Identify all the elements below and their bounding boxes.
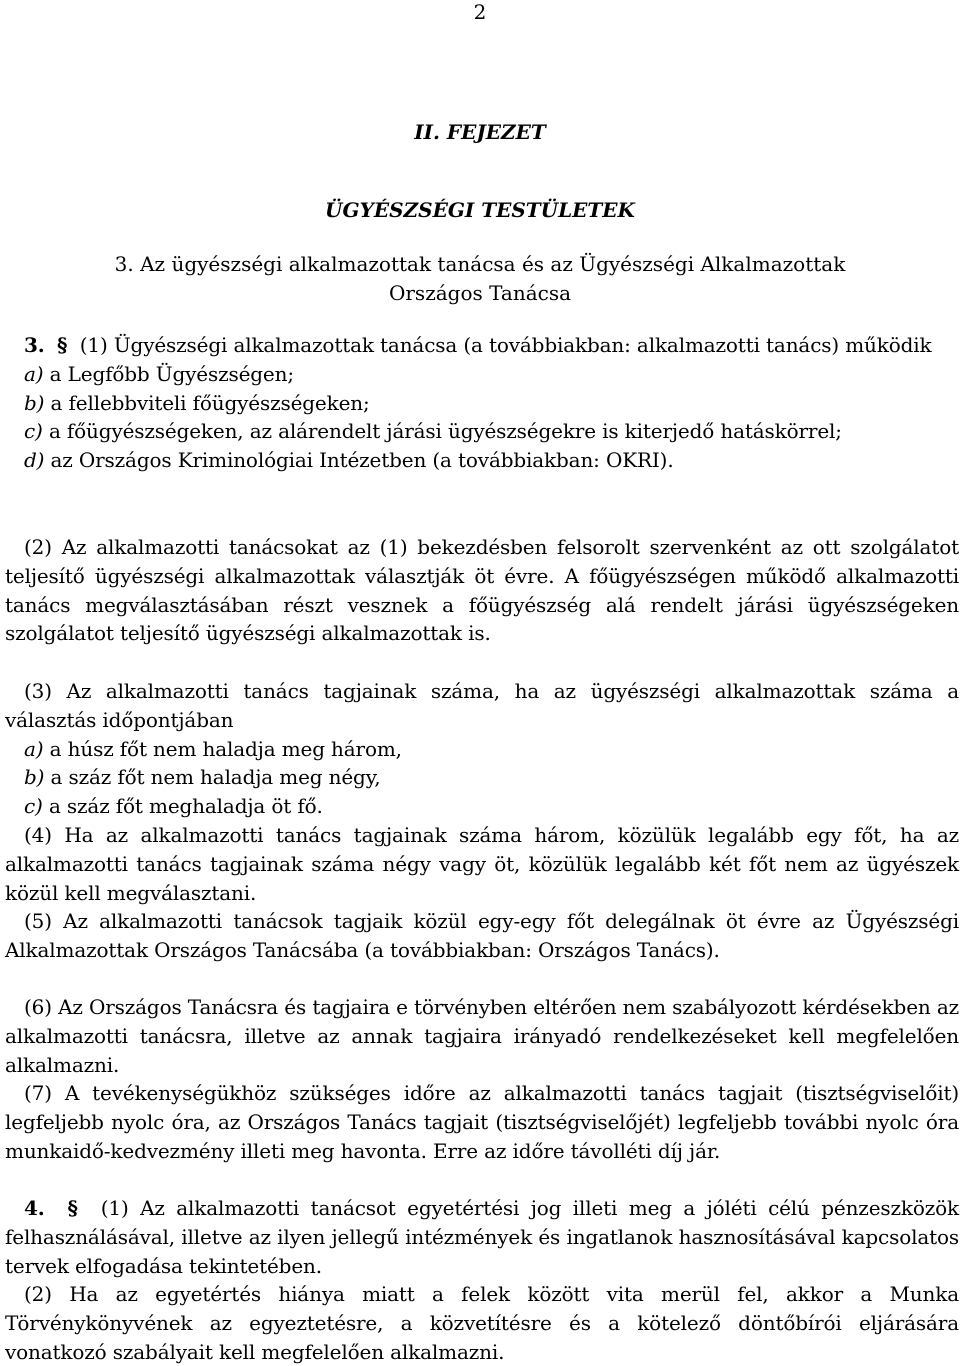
list-item bbox=[5, 763, 959, 792]
subtitle-line-2: Országos Tanácsa bbox=[388, 281, 572, 305]
list-item bbox=[5, 735, 959, 764]
list-item bbox=[5, 446, 959, 475]
section-3-paragraph-7: (7) A tevékenységükhöz szükséges időre az alkalmazotti tanács tagjait (tisztségviselőit) legfeljebb nyolc óra, az Országos Tanács tagjait (tisztségviselőjét) legfeljebb további nyolc óra munkaidő-kedvezmény illeti meg havonta. Erre az időre távolléti díj jár. bbox=[5, 1081, 959, 1163]
list-label: a) bbox=[24, 361, 44, 386]
list-item-text: a Legfőbb Ügyészségen; bbox=[49, 361, 294, 386]
paragraph-text: (3) Az alkalmazotti tanács tagjainak száma, ha az ügyészségi alkalmazottak száma a választás időpontjában bbox=[5, 679, 959, 732]
section-sign: § bbox=[67, 1196, 78, 1220]
page-number: 2 bbox=[473, 0, 487, 24]
section-3-paragraph-4: (4) Ha az alkalmazotti tanács tagjainak száma három, közülük legalább egy főt, ha az alkalmazotti tanács tagjainak száma négy vagy öt, közülük legalább két főt nem az ügyészek közül kell megválasztani. bbox=[5, 823, 959, 905]
list-label: a) bbox=[24, 736, 44, 761]
list-item-text: a főügyészségeken, az alárendelt járási ügyészségekre is kiterjedő hatáskörrel; bbox=[48, 419, 842, 444]
list-item-text: a húsz főt nem haladja meg három, bbox=[49, 736, 402, 761]
paragraph-text: (1) Ügyészségi alkalmazottak tanácsa (a továbbiakban: alkalmazotti tanács) működik bbox=[79, 333, 932, 357]
section-4-paragraph-2: (2) Ha az egyetértés hiánya miatt a felek között vita merül fel, akkor a Munka Törvénykönyvének az egyeztetésre, a közvetítésre és a kötelező döntőbírói eljárására vonatkozó szabályait kell megfelelően alkalmazni. bbox=[5, 1282, 959, 1364]
list-item bbox=[5, 417, 959, 446]
chapter-title: ÜGYÉSZSÉGI TESTÜLETEK bbox=[325, 198, 635, 222]
section-sign: § bbox=[57, 333, 68, 357]
list-item-text: az Országos Kriminológiai Intézetben (a továbbiakban: OKRI). bbox=[50, 448, 674, 473]
chapter-number: II. FEJEZET bbox=[414, 120, 546, 144]
section-3-paragraph-6: (6) Az Országos Tanácsra és tagjaira e törvényben eltérően nem szabályozott kérdésekben az alkalmazotti tanácsra, illetve az annak tagjaira irányadó rendelkezéseket kell megfelelően alkalmazni. bbox=[5, 995, 959, 1077]
section-number: 3. bbox=[24, 333, 45, 357]
list-item-text: a száz főt nem haladja meg négy, bbox=[50, 765, 381, 790]
list-label: d) bbox=[24, 448, 45, 473]
list-label: b) bbox=[24, 765, 45, 790]
section-4-paragraph-1 bbox=[5, 1194, 959, 1280]
list-item bbox=[5, 360, 959, 389]
section-3-paragraph-5: (5) Az alkalmazotti tanácsok tagjaik közül egy-egy főt delegálnak öt évre az Ügyészségi Alkalmazottak Országos Tanácsába (a továbbiakban: Országos Tanács). bbox=[5, 909, 959, 962]
section-3-paragraph-1 bbox=[5, 331, 959, 475]
list-item bbox=[5, 792, 959, 821]
list-item bbox=[5, 389, 959, 418]
section-3-paragraph-3 bbox=[5, 677, 959, 821]
section-number: 4. bbox=[24, 1196, 45, 1220]
list-label: c) bbox=[24, 419, 43, 444]
subtitle-line-1: 3. Az ügyészségi alkalmazottak tanácsa és az Ügyészségi Alkalmazottak bbox=[114, 252, 846, 276]
list-item-text: a száz főt meghaladja öt fő. bbox=[48, 794, 323, 819]
list-item-text: a fellebbviteli főügyészségeken; bbox=[50, 390, 370, 415]
list-label: b) bbox=[24, 390, 45, 415]
paragraph-text: (1) Az alkalmazotti tanácsot egyetértési jog illeti meg a jóléti célú pénzeszközök felhasználásával, illetve az ilyen jellegű intézmények és ingatlanok hasznosításával kapcsolatos tervek elfogadása tekintetében. bbox=[5, 1196, 959, 1278]
list-label: c) bbox=[24, 794, 43, 819]
section-3-paragraph-2: (2) Az alkalmazotti tanácsokat az (1) bekezdésben felsorolt szervenként az ott szolgálatot teljesítő ügyészségi alkalmazottak választják öt évre. A főügyészségen működő alkalmazotti tanács megválasztásában részt vesznek a főügyészség alá rendelt járási ügyészségeken szolgálatot teljesítő ügyészségi alkalmazottak is. bbox=[5, 535, 959, 646]
